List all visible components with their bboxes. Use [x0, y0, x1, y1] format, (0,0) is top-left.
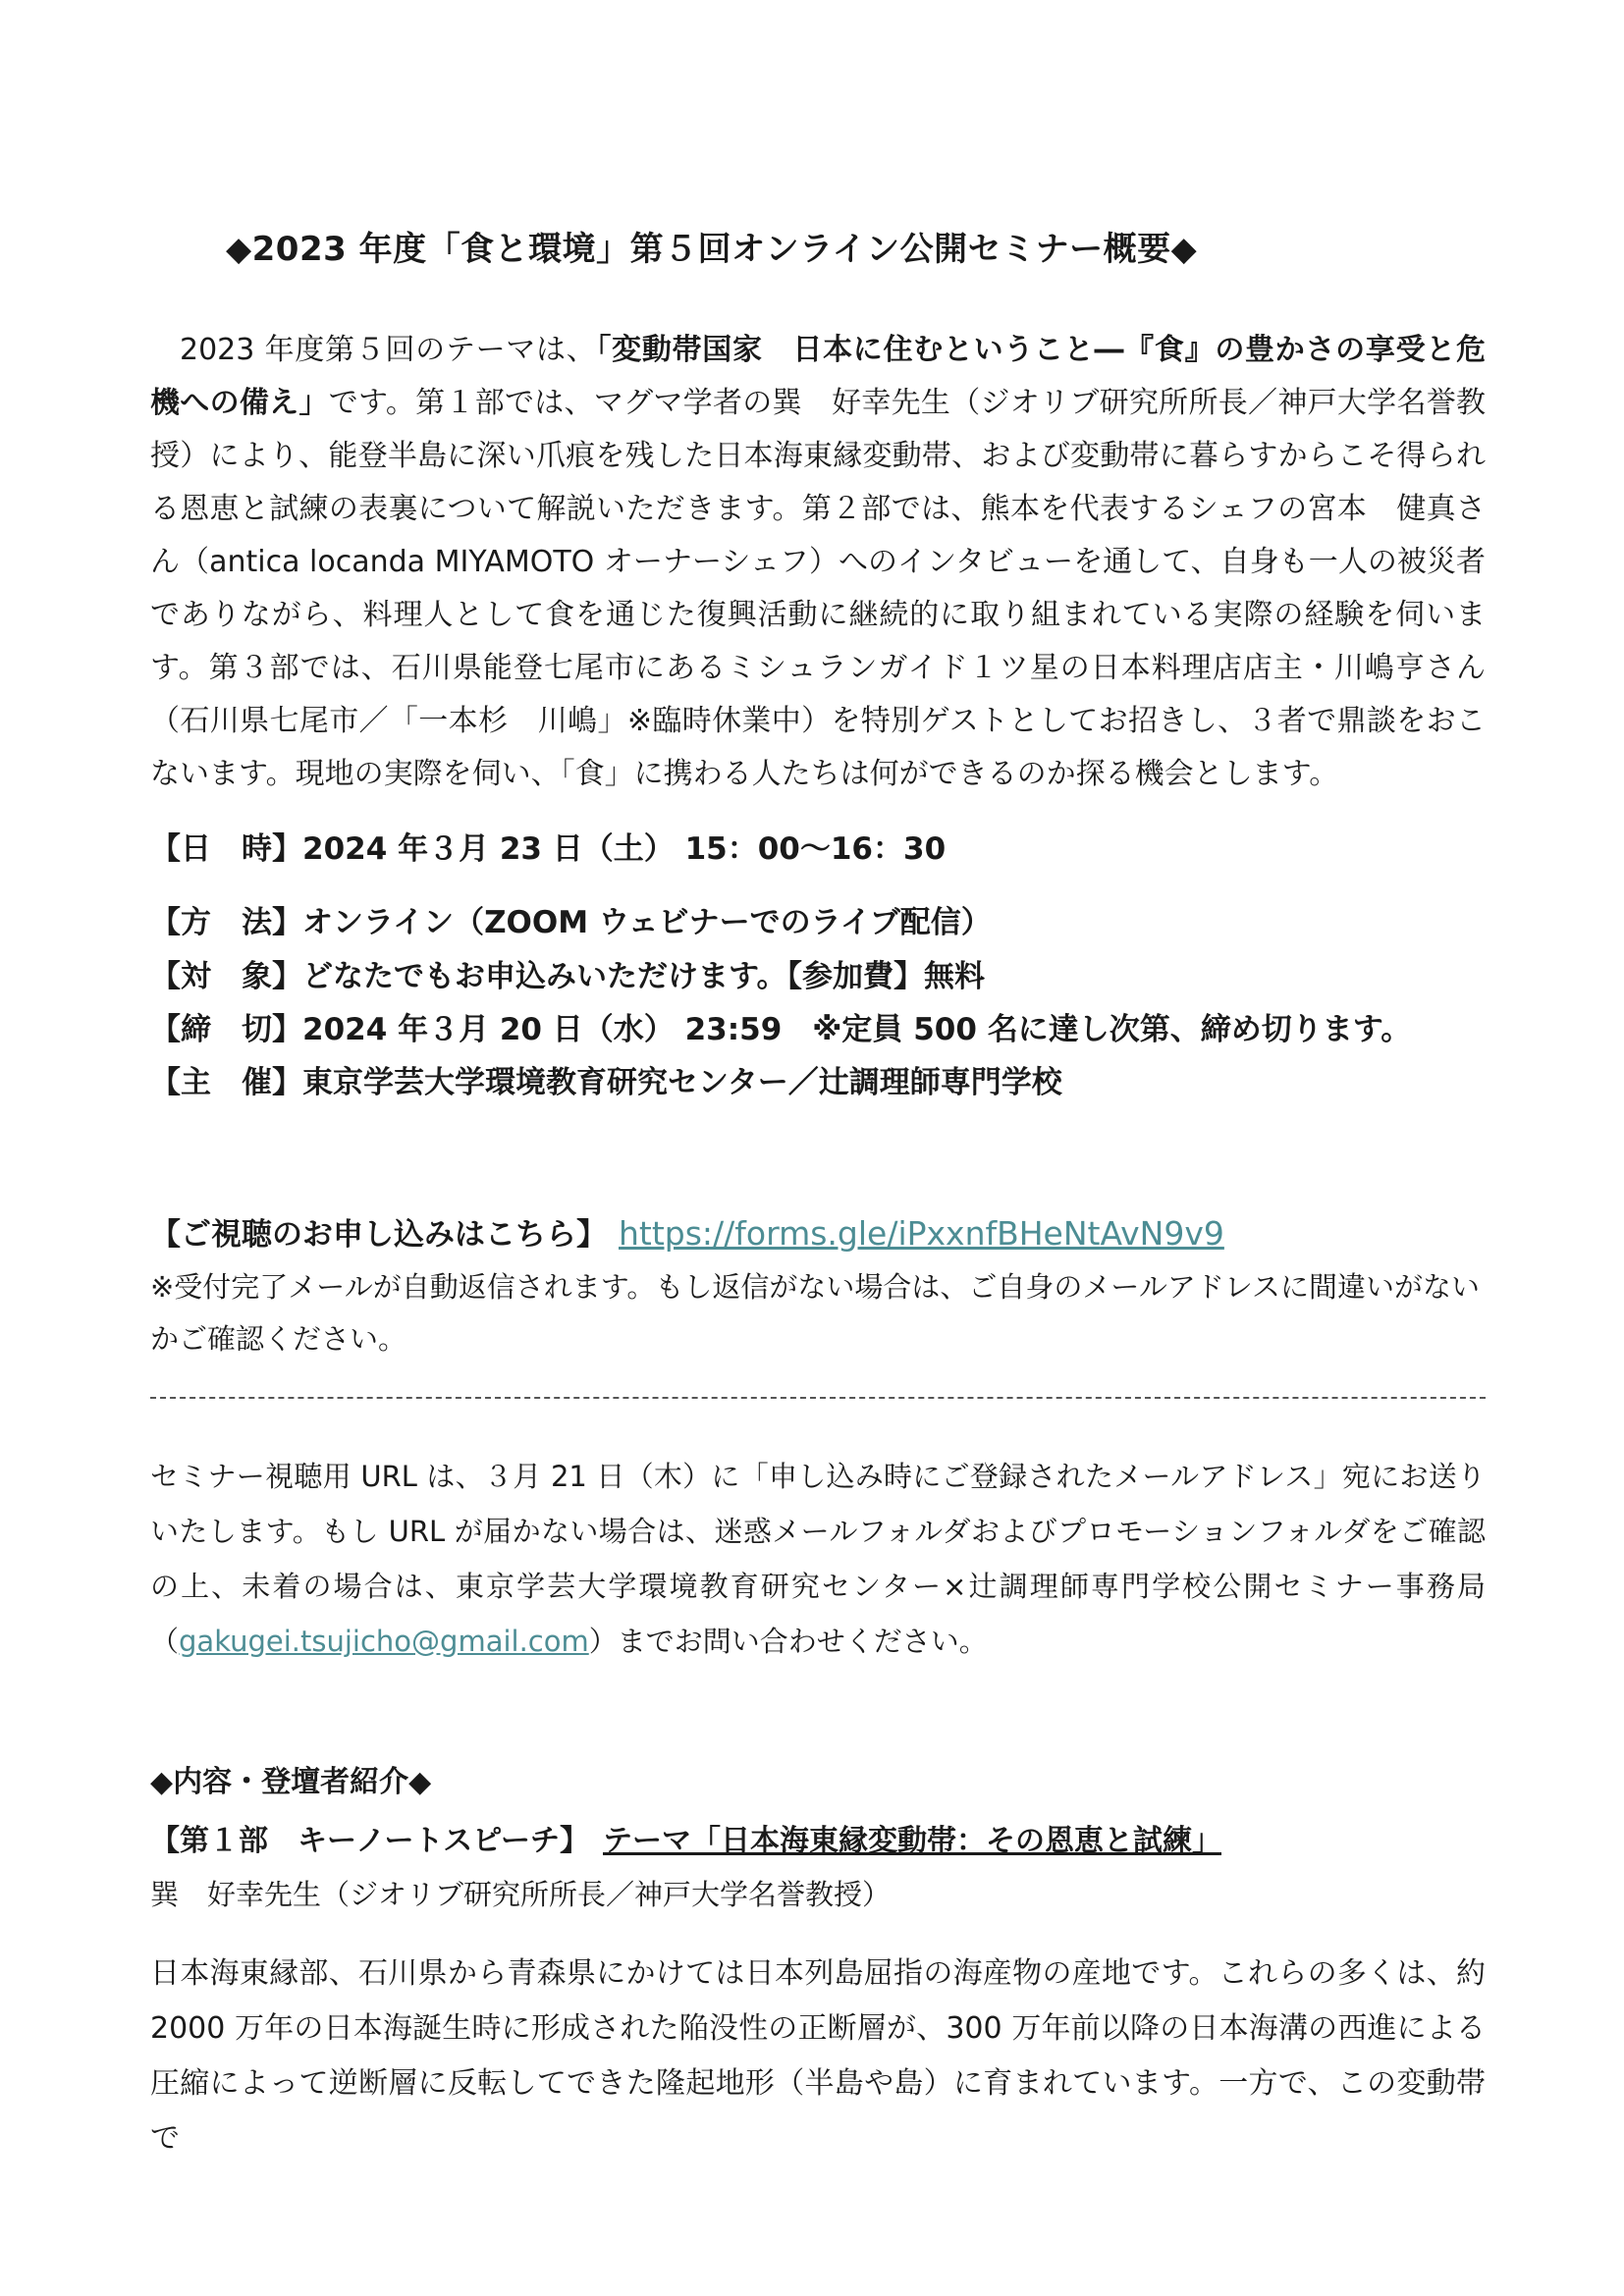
dashed-divider: [150, 1397, 1486, 1399]
part1-heading: [150, 1816, 1221, 1859]
url-notice-text: セミナー視聴用 URL は、３月 21 日（木）に「申し込み時にご登録されたメールアドレス」宛にお送りいたします。もし URL が届かない場合は、迷惑メールフォルダおよびプロモーションフォルダをご確認の上、未着の場合は、東京学芸大学環境教育研究センター×辻調理師専門学校公開セミナー事務局（: [150, 1460, 1486, 1658]
info-target: 【対 象】どなたでもお申込みいただけます。【参加費】無料: [150, 959, 986, 994]
part1-body: 日本海東縁部、石川県から青森県にかけては日本列島屈指の海産物の産地です。これらの多くは、約 2000 万年の日本海誕生時に形成された陥没性の正断層が、300 万年前以降の日本海溝の西進による圧縮によって逆断層に反転してできた隆起地形（半島や島）に育まれています。一方で、この変動帯で: [150, 1956, 1486, 2156]
intro-lead: 2023 年度第５回のテーマは、: [180, 333, 597, 367]
part1-label: 【第１部 キーノートスピーチ】: [150, 1824, 589, 1858]
speaker-line: 巽 好幸先生（ジオリブ研究所所長／神戸大学名誉教授）: [150, 1878, 892, 1911]
intro-body: です。第１部では、マグマ学者の巽 好幸先生（ジオリブ研究所所長／神戸大学名誉教授）により、能登半島に深い爪痕を残した日本海東縁変動帯、および変動帯に暮らすからこそ得られる恩恵と試練の表裏について解説いただきます。第２部では、熊本を代表するシェフの宮本 健真さん（antica locanda MIYAMOTO オーナーシェフ）へのインタビューを通して、自身も一人の被災者でありながら、料理人として食を通じた復興活動に継続的に取り組まれている実際の経験を伺います。第３部では、石川県能登七尾市にあるミシュランガイド１ツ星の日本料理店店主・川嶋亨さん（石川県七尾市／「一本杉 川嶋」※臨時休業中）を特別ゲストとしてお招きし、３者で鼎談をおこないます。現地の実際を伺い、「食」に携わる人たちは何ができるのか探る機会とします。: [150, 386, 1487, 791]
contact-email-link[interactable]: gakugei.tsujicho@gmail.com: [179, 1625, 589, 1658]
url-notice-tail: ）までお問い合わせください。: [588, 1625, 988, 1658]
page-title: ◆2023 年度「食と環境」第５回オンライン公開セミナー概要◆: [226, 230, 1198, 269]
intro-theme: 「変動帯国家 日本に住むということ―『食』の豊かさの享受と危機への備え」: [150, 333, 1486, 420]
apply-line: [150, 1209, 1486, 1254]
info-host: 【主 催】東京学芸大学環境教育研究センター／辻調理師専門学校: [150, 1065, 1062, 1100]
intro-paragraph: [150, 324, 1486, 801]
apply-note: ※受付完了メールが自動返信されます。もし返信がない場合は、ご自身のメールアドレスに間違いがないかご確認ください。: [150, 1270, 1480, 1356]
apply-form-link[interactable]: https://forms.gle/iPxxnfBHeNtAvN9v9: [619, 1214, 1224, 1253]
apply-label: 【ご視聴のお申し込みはこちら】: [150, 1217, 607, 1253]
part1-theme: テーマ「日本海東縁変動帯：その恩恵と試練」: [603, 1824, 1221, 1858]
section-heading: ◆内容・登壇者紹介◆: [150, 1765, 432, 1799]
url-notice: [150, 1449, 1486, 1669]
info-method: 【方 法】オンライン（ZOOM ウェビナーでのライブ配信）: [150, 905, 992, 940]
info-date: 【日 時】2024 年３月 23 日（土） 15：00～16：30: [150, 831, 947, 867]
info-deadline: 【締 切】2024 年３月 20 日（水） 23:59 ※定員 500 名に達し次第、締め切ります。: [150, 1012, 1412, 1047]
